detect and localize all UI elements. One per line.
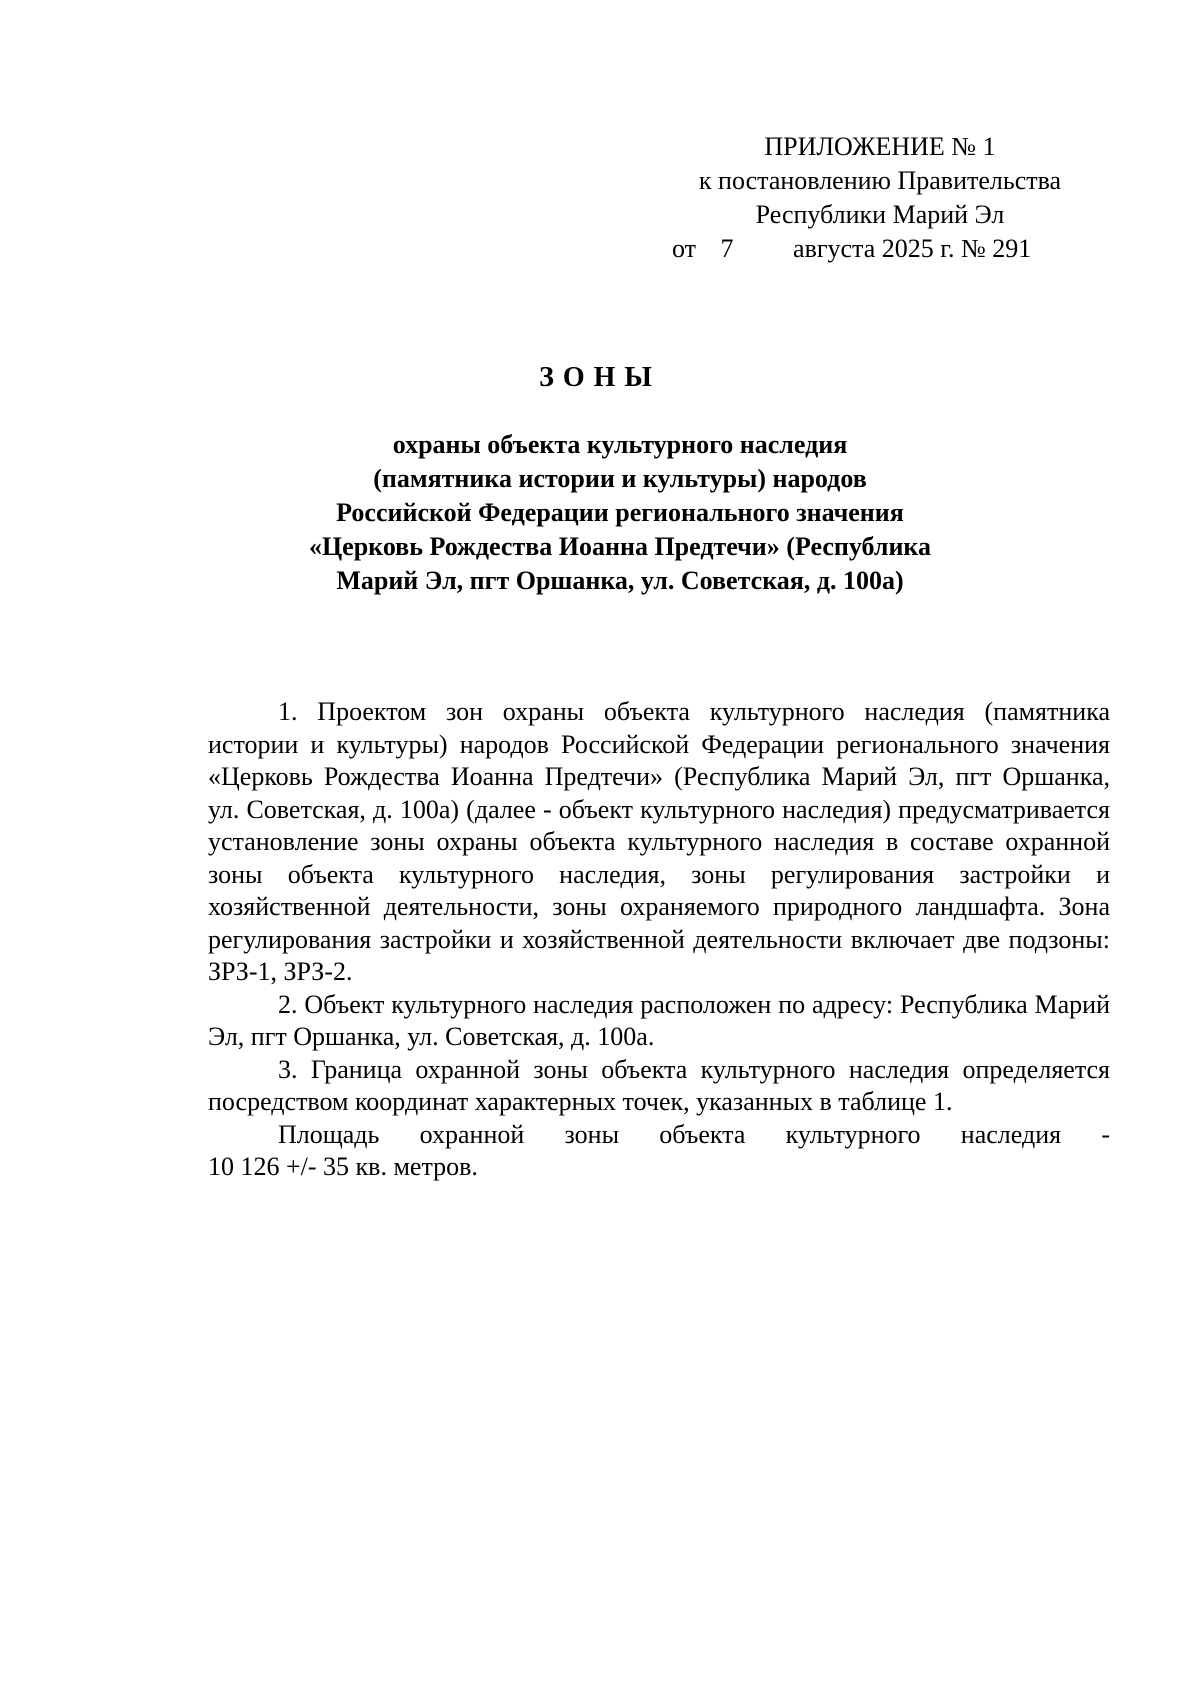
date-month-year-number: августа 2025 г. № 291 (793, 234, 1032, 263)
subtitle-line: (памятника истории и культуры) народов (373, 464, 867, 493)
document-body (208, 696, 1110, 1184)
paragraph-3: 3. Граница охранной зоны объекта культурного наследия определяется посредством координат характерных точек, указанных в таблице 1. (208, 1054, 1110, 1116)
subtitle-line: Российской Федерации регионального значения (336, 498, 904, 527)
appendix-government: Республики Марий Эл (755, 200, 1005, 229)
appendix-reference: к постановлению Правительства (698, 166, 1062, 195)
subtitle-line: Марий Эл, пгт Оршанка, ул. Советская, д. 100а) (336, 566, 904, 595)
area-label: Площадь охранной зоны объекта культурного наследия - (278, 1119, 1110, 1149)
appendix-header (660, 130, 1100, 266)
subtitle-line: охраны объекта культурного наследия (392, 430, 848, 459)
document-subtitle (240, 428, 1000, 598)
date-from-label: от (672, 234, 697, 263)
appendix-date (660, 232, 1100, 266)
date-day: 7 (720, 234, 734, 263)
area-value: 10 126 +/- 35 кв. метров. (208, 1152, 478, 1181)
subtitle-line: «Церковь Рождества Иоанна Предтечи» (Республика (308, 532, 932, 561)
paragraph-2: 2. Объект культурного наследия расположен по адресу: Республика Марий Эл, пгт Оршанка, ул. Советская, д. 100а. (208, 989, 1110, 1051)
paragraph-1: 1. Проектом зон охраны объекта культурного наследия (памятника истории и культуры) народов Российской Федерации регионального значения «Церковь Рождества Иоанна Предтечи» (Республика Марий Эл, пгт Оршанка, ул. Советская, д. 100а) (далее - объект культурного наследия) предусматривается установление зоны охраны объекта культурного наследия в составе охранной зоны объекта культурного наследия, зоны регулирования застройки и хозяйственной деятельности, зоны охраняемого природного ландшафта. Зона регулирования застройки и хозяйственной деятельности включает две подзоны: ЗРЗ-1, ЗРЗ-2. (208, 697, 1110, 986)
appendix-number: ПРИЛОЖЕНИЕ № 1 (764, 132, 996, 161)
document-title: ЗОНЫ (539, 362, 661, 393)
paragraph-area (208, 1119, 1110, 1152)
